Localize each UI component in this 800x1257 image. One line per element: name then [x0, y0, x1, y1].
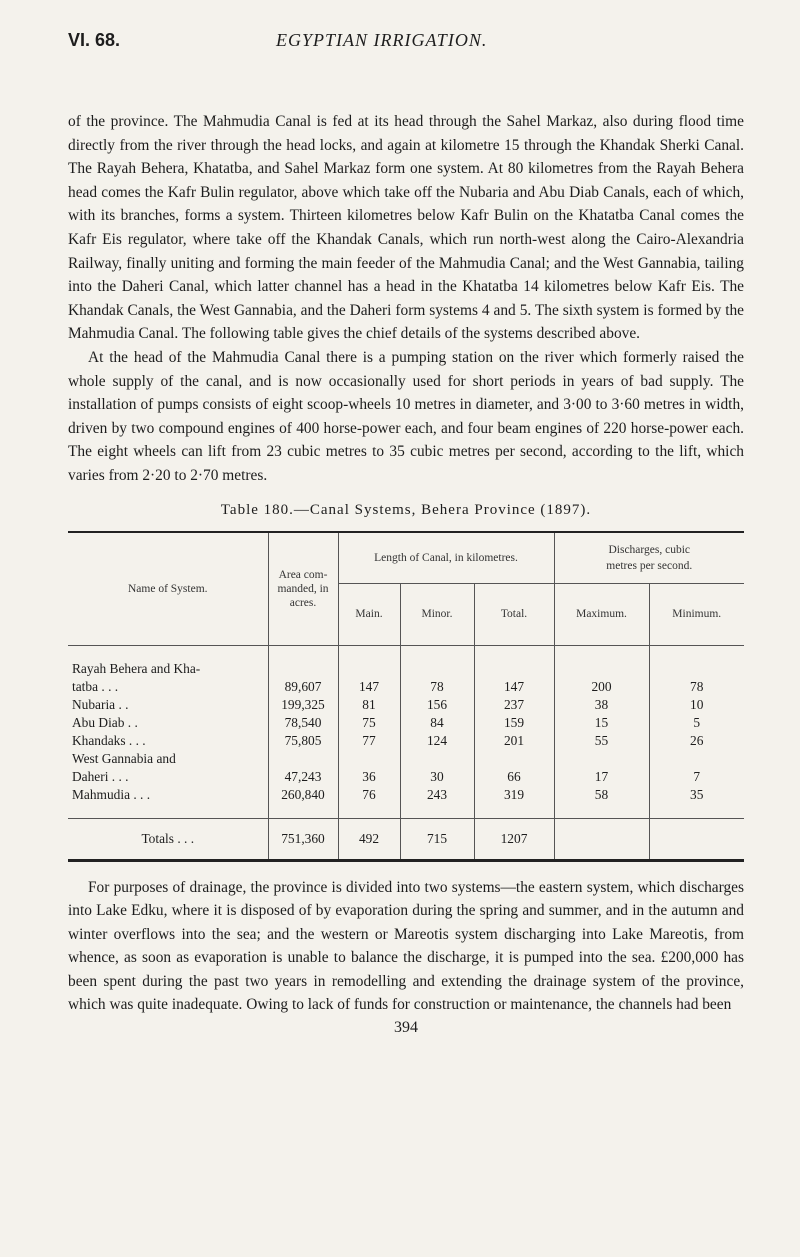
- table-row: [68, 678, 744, 696]
- cell-total: 237: [474, 696, 554, 714]
- table-row: [68, 645, 744, 678]
- table-row: [68, 732, 744, 750]
- table-row: [68, 750, 744, 768]
- row-name-cont: tatba . . .: [72, 678, 119, 694]
- totals-label: Totals . . .: [68, 818, 268, 860]
- header-area: Area com-manded, in acres.: [268, 532, 338, 646]
- cell-minor: 124: [400, 732, 474, 750]
- header-total: Total.: [474, 583, 554, 645]
- cell-min: 7: [649, 768, 744, 786]
- totals-total: 1207: [474, 818, 554, 860]
- cell-area: 260,840: [268, 786, 338, 819]
- cell-main: 75: [338, 714, 400, 732]
- header-minor: Minor.: [400, 583, 474, 645]
- cell-total: 66: [474, 768, 554, 786]
- row-name: Abu Diab . .: [72, 714, 138, 730]
- body-paragraph: At the head of the Mahmudia Canal there is a pumping station on the river which formerly raised the whole supply of the canal, and is now occasionally used for short periods in years of bad supply. The installation of pumps consists of eight scoop-wheels 10 metres in diameter, and 3·00 to 3·60 metres in width, driven by two compound engines of 400 horse-power each, and four beam engines of 220 horse-power each. The eight wheels can lift from 23 cubic metres to 35 cubic metres per second, according to the lift, which varies from 2·20 to 2·70 metres.: [68, 348, 744, 484]
- section-number: VI. 68.: [68, 30, 121, 50]
- cell-total: 147: [474, 678, 554, 696]
- header-discharge-group: Discharges, cubic metres per second.: [554, 532, 744, 584]
- cell-min: 26: [649, 732, 744, 750]
- cell-main: 36: [338, 768, 400, 786]
- row-name: Mahmudia . . .: [72, 786, 151, 802]
- cell-minor: 30: [400, 768, 474, 786]
- totals-minor: 715: [400, 818, 474, 860]
- table-row: [68, 696, 744, 714]
- cell-total: 201: [474, 732, 554, 750]
- table-row: [68, 768, 744, 786]
- header-length-group: Length of Canal, in kilometres.: [338, 532, 554, 584]
- cell-max: 200: [554, 678, 649, 696]
- cell-max: 55: [554, 732, 649, 750]
- running-header: [68, 30, 744, 70]
- cell-min: 78: [649, 678, 744, 696]
- header-maximum: Maximum.: [554, 583, 649, 645]
- canal-systems-table: [68, 531, 744, 862]
- cell-total: 159: [474, 714, 554, 732]
- cell-min: 10: [649, 696, 744, 714]
- cell-minor: 84: [400, 714, 474, 732]
- cell-main: 147: [338, 678, 400, 696]
- cell-minor: 156: [400, 696, 474, 714]
- table-row: [68, 786, 744, 819]
- cell-max: 58: [554, 786, 649, 819]
- totals-row: [68, 818, 744, 860]
- cell-main: 76: [338, 786, 400, 819]
- table-caption: Table 180.—Canal Systems, Behera Province (1897).: [220, 501, 592, 518]
- header-minimum: Minimum.: [649, 583, 744, 645]
- body-paragraph: of the province. The Mahmudia Canal is fed at its head through the Sahel Markaz, also during flood time directly from the river through the head locks, and again at kilometre 15 through the Khandak Sherki Canal. The Rayah Behera, Khatatba, and Sahel Markaz form one system. At 80 kilometres from the Rayah Behera head comes the Kafr Bulin regulator, above which take off the Nubaria and Abu Diab Canals, each of which, with its branches, forms a system. Thirteen kilometres below Kafr Bulin on the Khatatba Canal comes the Kafr Eis regulator, where take off the Khandak Canals, which run north-west along the Cairo-Alexandria Railway, finally uniting and forming the main feeder of the Mahmudia Canal; and the West Gannabia, tailing into the Daheri Canal, which latter channel has a head in the Khatatba 14 kilometres below Kafr Eis. The Khandak Canals, the West Gannabia, and the Daheri form systems 4 and 5. The sixth system is formed by the Mahmudia Canal. The following table gives the chief details of the systems described above.: [68, 113, 744, 343]
- cell-area: 199,325: [268, 696, 338, 714]
- cell-max: 17: [554, 768, 649, 786]
- header-main: Main.: [338, 583, 400, 645]
- page: [68, 30, 744, 1037]
- cell-max: 15: [554, 714, 649, 732]
- cell-area: 89,607: [268, 678, 338, 696]
- row-name: Khandaks . . .: [72, 732, 146, 748]
- row-name: Nubaria . .: [72, 696, 129, 712]
- totals-main: 492: [338, 818, 400, 860]
- cell-total: 319: [474, 786, 554, 819]
- cell-minor: 78: [400, 678, 474, 696]
- page-number: 394: [394, 1019, 418, 1037]
- cell-max: 38: [554, 696, 649, 714]
- body-paragraph: For purposes of drainage, the province is divided into two systems—the eastern system, which discharges into Lake Edku, where it is disposed of by evaporation during the spring and summer, and in the autumn and winter overflows into the sea; and the western or Mareotis system discharging into Lake Mareotis, from whence, as soon as evaporation is unable to balance the discharge, it is pumped into the sea. £200,000 has been spent during the past two years in remodelling and extending the drainage system of the province, which was quite inadequate. Owing to lack of funds for construction or maintenance, the channels had been: [68, 878, 744, 1014]
- cell-min: 35: [649, 786, 744, 819]
- header-name: Name of System.: [127, 582, 208, 595]
- cell-min: 5: [649, 714, 744, 732]
- cell-area: 47,243: [268, 768, 338, 786]
- cell-main: 77: [338, 732, 400, 750]
- running-title: EGYPTIAN IRRIGATION.: [276, 30, 488, 50]
- row-name: West Gannabia and: [72, 750, 176, 766]
- cell-main: 81: [338, 696, 400, 714]
- cell-area: 78,540: [268, 714, 338, 732]
- table-row: [68, 714, 744, 732]
- row-name: Rayah Behera and Kha-: [72, 660, 201, 676]
- cell-area: 75,805: [268, 732, 338, 750]
- row-name-cont: Daheri . . .: [72, 768, 129, 784]
- cell-minor: 243: [400, 786, 474, 819]
- totals-area: 751,360: [268, 818, 338, 860]
